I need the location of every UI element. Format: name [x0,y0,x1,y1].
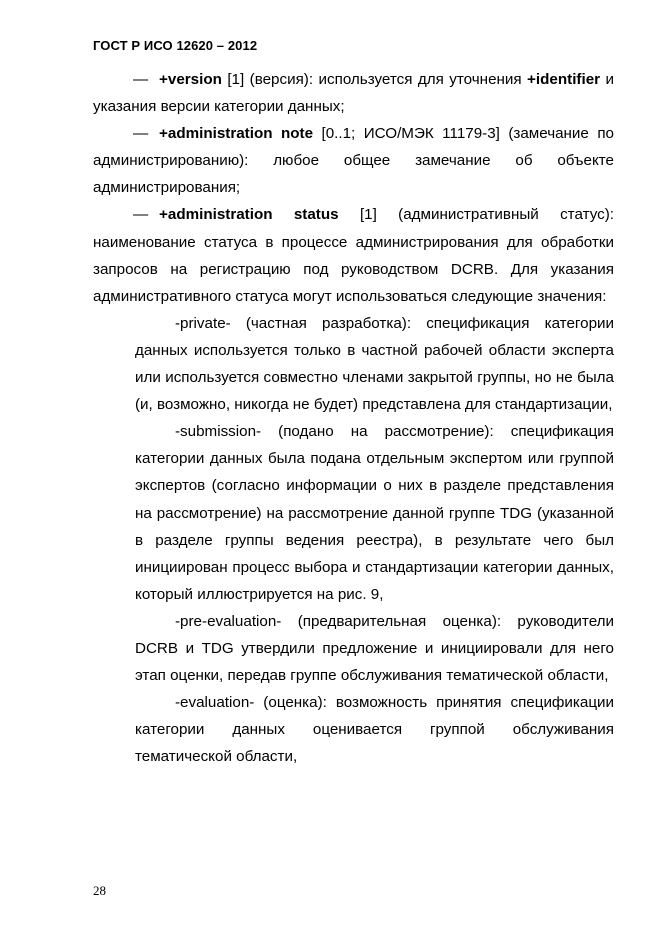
status-value-private: -private- (частная разработка): спецификация категории данных используется только в частной рабочей области эксперта или используется совместно членами закрытой группы, но не была (и, возможно, никогда не будет) представлена для стандартизации, [135,314,614,414]
term-description: [0..1; ИСО/МЭК 11179-3] (замечание по администрированию): любое общее замечание об объекте администрирования; [93,125,614,197]
bullet-dash: — [133,206,149,224]
list-item-administration-status [93,201,614,309]
term-description: [1] (версия): используется для уточнения [221,71,528,88]
term-administration-status: +administration status [159,206,339,224]
document-header: ГОСТ Р ИСО 12620 – 2012 [93,38,258,53]
term-administration-note: +administration note [159,125,314,143]
term-identifier: +identifier [527,71,601,88]
list-item-version [93,66,614,120]
term-version: +version [159,71,222,88]
term-description: [1] (административный статус): наименование статуса в процессе администрирования для обработки запросов на регистрацию под руководством DCRB. Для указания административного статуса могут использоваться следующие значения: [93,206,614,305]
document-body [93,66,614,770]
status-value-pre-evaluation: -pre-evaluation- (предварительная оценка): руководители DCRB и TDG утвердили предложение и инициировали для него этап оценки, передав группе обслуживания тематической области, [135,612,614,685]
list-item-administration-note [93,120,614,201]
status-value-evaluation: -evaluation- (оценка): возможность принятия спецификации категории данных оценивается группой обслуживания тематической области, [135,694,614,766]
status-value-submission: -submission- (подано на рассмотрение): спецификация категории данных была подана отдельным экспертом или группой экспертов (согласно информации о них в разделе представления на рассмотрение) на рассмотрение данной группе TDG (указанной в разделе группы ведения реестра), в результате чего был инициирован процесс выбора и стандартизации категории данных, который иллюстрируется на рис. 9, [135,423,614,603]
bullet-dash: — [133,71,149,88]
bullet-dash: — [133,125,149,143]
page-number: 28 [93,883,106,898]
term-description-continued: и указания версии категории данных; [93,71,614,116]
